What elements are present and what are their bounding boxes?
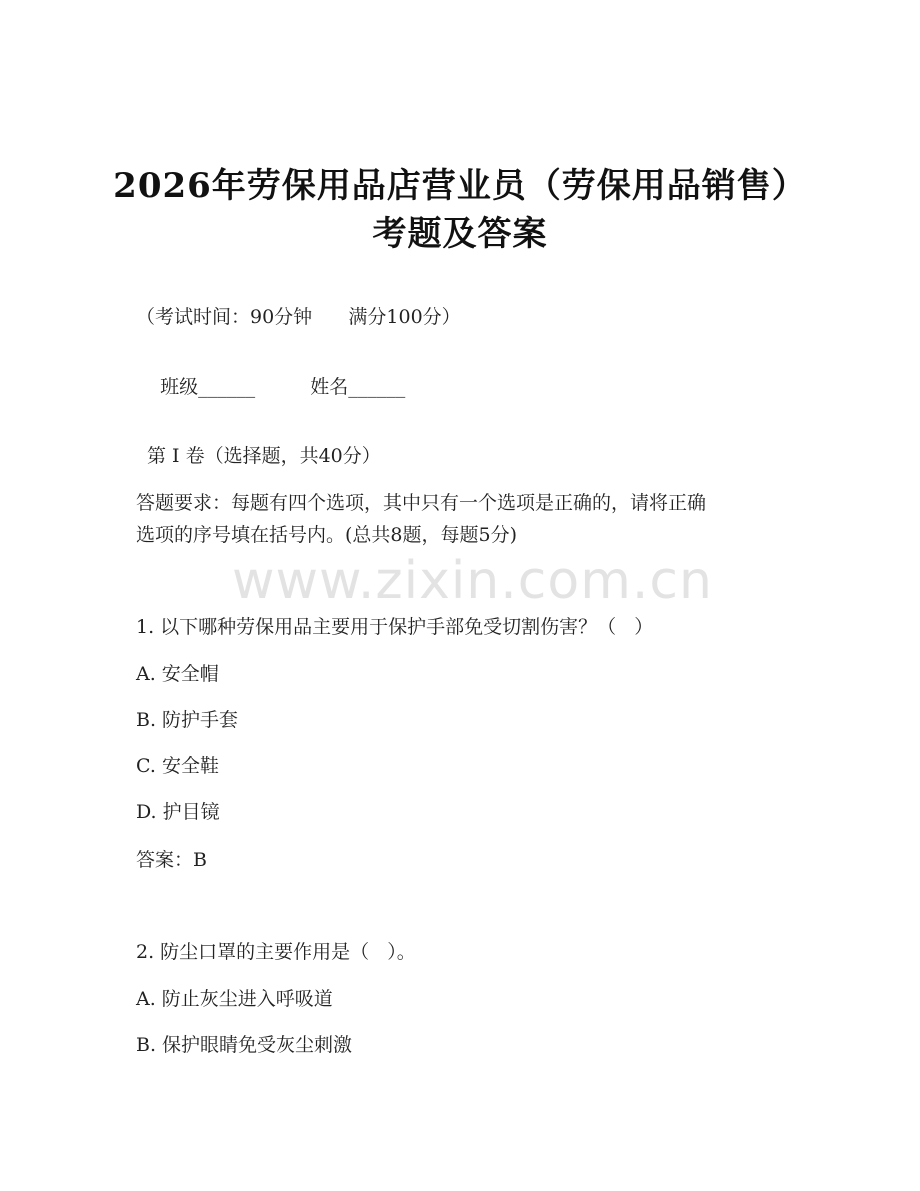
question-1-text: 1. 以下哪种劳保用品主要用于保护手部免受切割伤害？（ ） <box>136 616 654 638</box>
question-1-option-b: B. 防护手套 <box>136 709 239 731</box>
requirements-line-1: 答题要求：每题有四个选项，其中只有一个选项是正确的，请将正确 <box>136 492 707 514</box>
document-title-line-2: 考题及答案 <box>372 214 548 254</box>
question-1-option-d: D. 护目镜 <box>136 801 220 823</box>
student-info-line <box>136 350 405 421</box>
class-field-label: 班级______ <box>160 376 256 398</box>
requirements-line-2: 选项的序号填在括号内。(总共8题，每题5分) <box>136 524 518 546</box>
watermark: www.zixin.com.cn <box>232 551 713 611</box>
question-2-option-a: A. 防止灰尘进入呼吸道 <box>136 988 333 1010</box>
section-title: 第 I 卷（选择题，共40分） <box>147 445 381 467</box>
name-field-label: 姓名______ <box>310 376 406 398</box>
question-2-option-b: B. 保护眼睛免受灰尘刺激 <box>136 1034 353 1056</box>
question-1-answer: 答案：B <box>136 849 207 871</box>
question-1-option-a: A. 安全帽 <box>136 663 219 685</box>
question-1-option-c: C. 安全鞋 <box>136 755 219 777</box>
question-2-text: 2. 防尘口罩的主要作用是（ ）。 <box>136 941 416 963</box>
exam-info: （考试时间：90分钟 满分100分） <box>136 306 461 328</box>
document-title-line-1: 2026年劳保用品店营业员（劳保用品销售） <box>113 166 807 206</box>
